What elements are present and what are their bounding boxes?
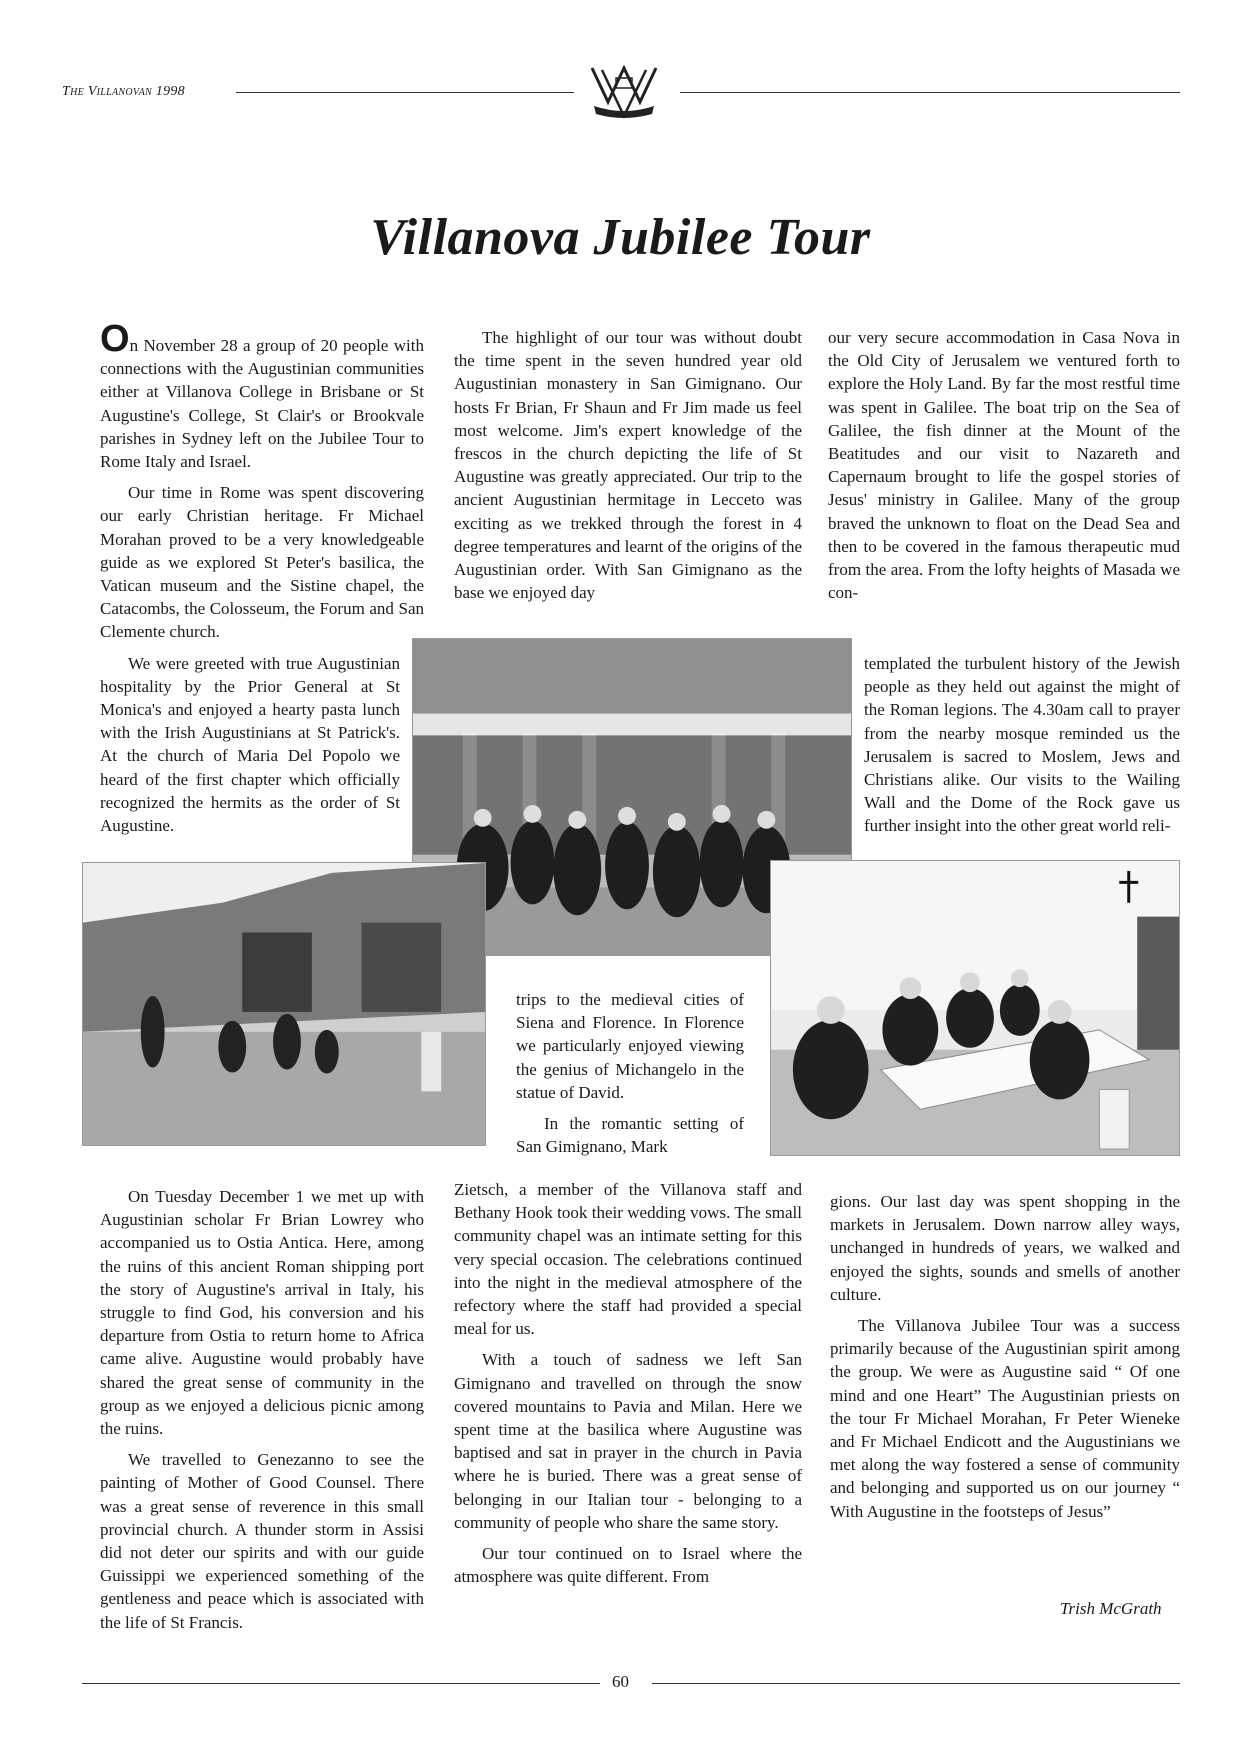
paragraph: On Tuesday December 1 we met up with Augustinian scholar Fr Brian Lowrey who accompanied us to Ostia Antica. Here, among the ruins of this ancient Roman shipping port the story of Augustine's arrival in Italy, his struggle to find God, his conversion and his departure from Ostia to return home to Africa came alive. Augustine would probably have shared the great sense of community in the group as we enjoyed a delicious picnic among the ruins. [100,1187,424,1439]
paragraph: We were greeted with true Augustinian hospitality by the Prior General at St Monica's and enjoyed a hearty pasta lunch with the Irish Augustinians at St Patrick's. At the church of Maria Del Popolo we heard of the first chapter which officially recognized the hermits as the order of St Augustine. [100,653,400,836]
paragraph: gions. Our last day was spent shopping in the markets in Jerusalem. Down narrow alley ways, unchanged in hundreds of years, we walked and enjoyed the sights, sounds and smells of another culture. [830,1192,1180,1304]
paragraph: Our time in Rome was spent discovering our early Christian heritage. Fr Michael Morahan proved to be a very knowledgeable guide as we explored St Peter's basilica, the Vatican museum and the Sistine chapel, the Catacombs, the Colosseum, the Forum and San Clemente church. [100,483,424,642]
paragraph: The Villanova Jubilee Tour was a success primarily because of the Augustinian spirit among the group. We were as Augustine said “ Of one mind and one Heart” The Augustinian priests on the tour Fr Michael Morahan, Fr Peter Wieneke and Fr Michael Endicott and the Augustinians we met along the way fostered a sense of community and belonging and supported us on our journey “ With Augustine in the footsteps of Jesus” [830,1316,1180,1521]
footer-rule-left [82,1683,600,1684]
paragraph: With a touch of sadness we left San Gimignano and travelled on through the snow covered mountains to Pavia and Milan. Here we spent time at the basilica where Augustine was baptised and sat in prayer in the church in Pavia where he is buried. There was a great sense of belonging in our Italian tour - belonging to a community of people who share the same story. [454,1350,802,1532]
column-3-bottom [830,1190,1180,1531]
article-title: Villanova Jubilee Tour [370,209,871,266]
column-3-top [828,326,1180,612]
ostia-ruins-photo [82,862,486,1146]
column-2-top [454,326,802,612]
villanova-logo [588,62,660,122]
column-1-top [100,318,424,845]
publication-header: The Villanovan 1998 [62,84,185,99]
footer-rule-right [652,1683,1180,1684]
paragraph: our very secure accommodation in Casa Nova in the Old City of Jerusalem we ventured forth to explore the Holy Land. By far the most restful time was spent in Galilee. The boat trip on the Sea of Galilee, the fish dinner at the Mount of the Beatitudes and our visit to Nazareth and Capernaum brought to life the gospel stories of Jesus' ministry in Galilee. Many of the group braved the unknown to float on the Dead Sea and then to be covered in the famous therapeutic mud from the area. From the lofty heights of Masada we con- [828,328,1180,603]
column-2-middle [516,988,744,1158]
paragraph: In the romantic setting of San Gimignano, Mark [516,1114,744,1157]
paragraph: The highlight of our tour was without doubt the time spent in the seven hundred year old Augustinian monastery in San Gimignano. Our hosts Fr Brian, Fr Shaun and Fr Jim made us feel most welcome. Jim's expert knowledge of the frescos in the church depicting the life of St Augustine was greatly appreciated. Our trip to the ancient Augustinian hermitage in Lecceto was exciting as we trekked through the forest in 4 degree temperatures and learnt of the origins of the Augustinian order. With San Gimignano as the base we enjoyed day [454,328,802,603]
header-rule-right [680,92,1180,93]
column-1-bottom [100,1185,424,1642]
drop-cap: O [100,318,130,360]
paragraph: trips to the medieval cities of Siena and Florence. In Florence we particularly enjoyed viewing the genius of Michangelo in the statue of David. [516,990,744,1102]
dinner-table-photo [770,860,1180,1156]
column-2-bottom [454,1178,802,1596]
paragraph-text: n November 28 a group of 20 people with connections with the Augustinian communities either at Villanova College in Brisbane or St Augustine's College, St Clair's or Brookvale parishes in Sydney left on the Jubilee Tour to Rome Italy and Israel. [100,336,424,472]
paragraph: We travelled to Genezanno to see the painting of Mother of Good Counsel. There was a great sense of reverence in this small provincial church. A thunder storm in Assisi did not deter our spirits and with our guide Guissippi we experienced something of the gentleness and peace which is associated with the life of St Francis. [100,1450,424,1632]
column-3-wrap [864,652,1180,846]
header-rule-left [236,92,574,93]
author-byline: Trish McGrath [1060,1599,1162,1618]
paragraph [100,318,424,473]
paragraph: templated the turbulent history of the Jewish people as they held out against the might of the Roman legions. The 4.30am call to prayer from the nearby mosque reminded us the Jerusalem is sacred to Moslem, Jews and Christians alike. Our visits to the Wailing Wall and the Dome of the Rock gave us further insight into the other great world reli- [864,654,1180,836]
paragraph: Our tour continued on to Israel where the atmosphere was quite different. From [454,1544,802,1587]
page-number: 60 [612,1672,629,1691]
paragraph: Zietsch, a member of the Villanova staff and Bethany Hook took their wedding vows. The small community chapel was an intimate setting for this very special occasion. The celebrations continued into the night in the medieval atmosphere of the refectory where the staff had provided a special meal for us. [454,1180,802,1339]
